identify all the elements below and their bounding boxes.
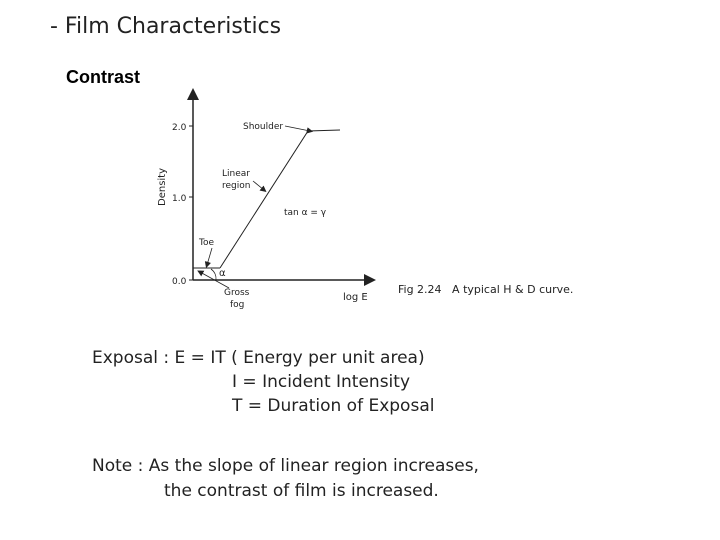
y-tick-label-0: 0.0 xyxy=(172,277,187,287)
note-line-1: Note : As the slope of linear region increases, xyxy=(92,456,479,476)
hd-curve-figure xyxy=(150,88,390,313)
x-axis-label: log E xyxy=(343,292,368,303)
tan-label: tan α = γ xyxy=(284,208,327,218)
hd-curve xyxy=(220,130,340,268)
y-tick-label-2: 2.0 xyxy=(172,123,187,133)
shoulder-pointer xyxy=(285,126,310,131)
linear-pointer xyxy=(253,181,264,190)
exposal-line-1: Exposal : E = IT ( Energy per unit area) xyxy=(92,348,425,368)
figure-caption: Fig 2.24 A typical H & D curve. xyxy=(398,283,574,296)
linear-label-1: Linear xyxy=(222,169,250,179)
slide-title: - Film Characteristics xyxy=(50,14,282,39)
toe-pointer xyxy=(207,248,212,265)
gross-fog-label-1: Gross xyxy=(224,288,250,298)
toe-label: Toe xyxy=(199,238,215,248)
exposal-line-3: T = Duration of Exposal xyxy=(232,396,435,416)
gross-fog-label-2: fog xyxy=(230,300,245,310)
y-tick-label-1: 1.0 xyxy=(172,194,187,204)
section-heading: Contrast xyxy=(66,67,141,87)
note-line-2: the contrast of film is increased. xyxy=(164,481,439,501)
alpha-label: α xyxy=(219,268,226,279)
linear-label-2: region xyxy=(222,181,251,191)
y-axis-label: Density xyxy=(157,167,168,206)
exposal-line-2: I = Incident Intensity xyxy=(232,372,411,392)
shoulder-label: Shoulder xyxy=(243,122,284,132)
